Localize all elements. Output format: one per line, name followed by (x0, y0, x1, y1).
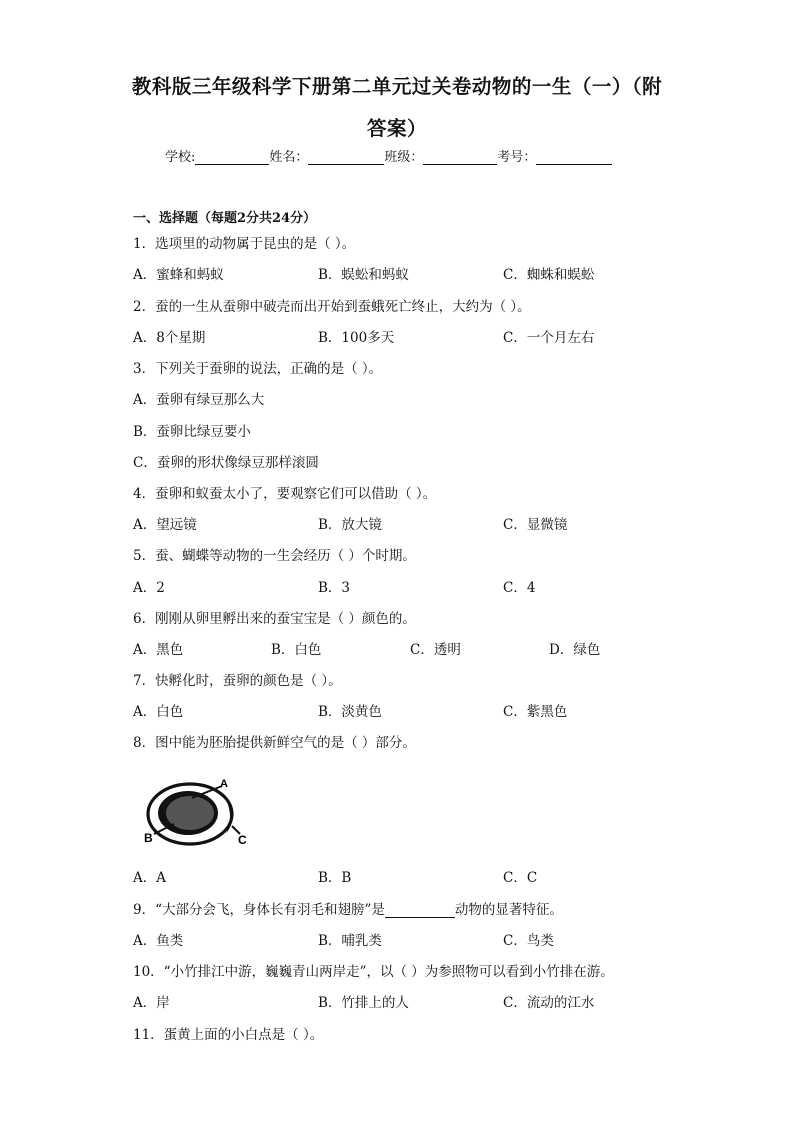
page-title (60, 66, 734, 150)
q7-option-c[interactable]: C．紫黑色 (503, 704, 568, 720)
q4-option-a[interactable]: A．望远镜 (133, 517, 197, 533)
q6-option-c[interactable]: C．透明 (410, 642, 461, 658)
student-info-row (165, 146, 612, 165)
q3-option-b[interactable]: B．蚕卵比绿豆要小 (133, 424, 251, 440)
school-label: 学校: (165, 150, 196, 165)
class-label: 班级： (384, 150, 424, 165)
q4-option-b[interactable]: B．放大镜 (318, 517, 382, 533)
q4-option-c[interactable]: C．显微镜 (503, 517, 568, 533)
q7-option-b[interactable]: B．淡黄色 (318, 704, 382, 720)
class-blank[interactable] (423, 150, 497, 165)
question-4: 4．蚕卵和蚁蚕太小了，要观察它们可以借助（ ）。 (133, 486, 437, 502)
q1-option-a[interactable]: A．蜜蜂和蚂蚁 (133, 267, 224, 283)
question-3: 3．下列关于蚕卵的说法，正确的是（ ）。 (133, 361, 383, 377)
q9-option-b[interactable]: B．哺乳类 (318, 933, 382, 949)
egg-diagram (140, 770, 266, 854)
question-11: 11．蛋黄上面的小白点是（ ）。 (133, 1027, 324, 1043)
question-6: 6．刚刚从卵里孵出来的蚕宝宝是（ ）颜色的。 (133, 611, 416, 627)
section-title: 一、选择题（每题2分共24分） (133, 211, 317, 226)
q5-option-b[interactable]: B．3 (318, 580, 351, 596)
q10-option-c[interactable]: C．流动的江水 (503, 995, 595, 1011)
label-a: A (220, 778, 228, 790)
exam-no-blank[interactable] (536, 150, 612, 165)
exam-no-label: 考号： (497, 150, 537, 165)
q6-option-b[interactable]: B．白色 (271, 642, 322, 658)
q3-option-a[interactable]: A．蚕卵有绿豆那么大 (133, 392, 265, 408)
label-c: C (238, 833, 247, 847)
q2-option-b[interactable]: B．100多天 (318, 330, 395, 346)
q2-option-a[interactable]: A．8个星期 (133, 330, 206, 346)
q10-option-a[interactable]: A．岸 (133, 995, 170, 1011)
label-b: B (144, 831, 153, 845)
q6-option-a[interactable]: A．黑色 (133, 642, 184, 658)
question-5: 5．蚕、蝴蝶等动物的一生会经历（ ）个时期。 (133, 548, 416, 564)
q8-option-a[interactable]: A．A (133, 870, 166, 886)
name-blank[interactable] (308, 150, 384, 165)
q2-option-c[interactable]: C．一个月左右 (503, 330, 595, 346)
question-9 (133, 898, 563, 918)
title-line-1: 教科版三年级科学下册第二单元过关卷动物的一生（一）（附 (131, 75, 663, 98)
q1-option-b[interactable]: B．蜈蚣和蚂蚁 (318, 267, 409, 283)
school-blank[interactable] (195, 150, 269, 165)
q9-text-after: 动物的显著特征。 (454, 902, 563, 918)
q9-option-c[interactable]: C．鸟类 (503, 933, 554, 949)
question-10: 10．“小竹排江中游，巍巍青山两岸走”，以（ ）为参照物可以看到小竹排在游。 (133, 964, 614, 980)
question-7: 7．快孵化时，蚕卵的颜色是（ ）。 (133, 673, 342, 689)
q8-option-c[interactable]: C．C (503, 870, 538, 886)
q3-option-c[interactable]: C．蚕卵的形状像绿豆那样滚圆 (133, 455, 319, 471)
q6-option-d[interactable]: D．绿色 (549, 642, 601, 658)
q5-option-a[interactable]: A．2 (133, 580, 165, 596)
q8-option-b[interactable]: B．B (318, 870, 352, 886)
q9-blank[interactable] (385, 903, 455, 918)
q9-option-a[interactable]: A．鱼类 (133, 933, 184, 949)
q1-option-c[interactable]: C．蜘蛛和蜈蚣 (503, 267, 595, 283)
q10-option-b[interactable]: B．竹排上的人 (318, 995, 409, 1011)
question-1: 1．选项里的动物属于昆虫的是（ ）。 (133, 236, 356, 252)
title-line-2: 答案） (366, 117, 427, 140)
q9-text-before: 9．“大部分会飞，身体长有羽毛和翅膀”是 (133, 902, 385, 918)
name-label: 姓名： (269, 150, 309, 165)
question-2: 2．蚕的一生从蚕卵中破壳而出开始到蚕蛾死亡终止，大约为（ ）。 (133, 299, 531, 315)
q7-option-a[interactable]: A．白色 (133, 704, 184, 720)
q5-option-c[interactable]: C．4 (503, 580, 536, 596)
question-8: 8．图中能为胚胎提供新鲜空气的是（ ）部分。 (133, 735, 416, 751)
